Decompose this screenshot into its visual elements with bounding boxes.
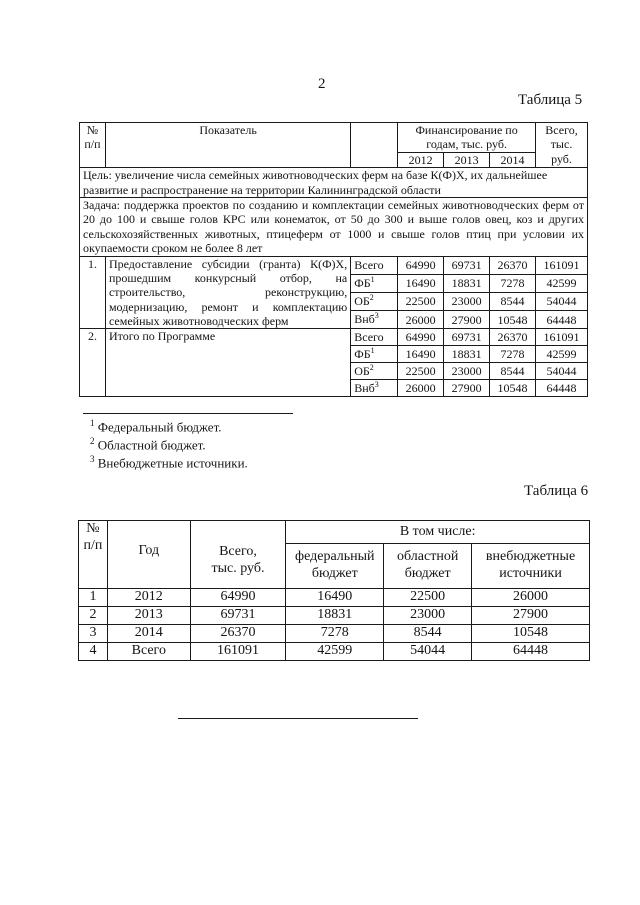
t5-year: 2014 [490, 152, 536, 167]
t5-source: Внб$^3$ [351, 311, 398, 329]
t5-cell-total: 54044 [536, 292, 588, 310]
t5-cell-total: 42599 [536, 274, 588, 292]
t5-source: $ОБ^2$ [351, 292, 398, 310]
t5-source: Всего [351, 329, 398, 346]
table5-caption: Таблица 5 [518, 92, 583, 108]
t5-cell: 8544 [490, 363, 536, 380]
t5-cell: 10548 [490, 380, 536, 397]
t5-cell: 22500 [398, 363, 444, 380]
t5-cell: 27900 [444, 380, 490, 397]
t5-cell-total: 64448 [536, 380, 588, 397]
t5-header-total: Всего, тыс. руб. [536, 123, 588, 168]
t5-cell: 64990 [398, 256, 444, 274]
t5-cell: 22500 [398, 292, 444, 310]
t6-header-federal: федеральный бюджет [286, 544, 384, 589]
t5-cell: 23000 [444, 363, 490, 380]
t5-year: 2013 [444, 152, 490, 167]
t5-cell: 26000 [398, 380, 444, 397]
t5-header-num: № п/п [80, 123, 106, 168]
t5-cell: 18831 [444, 346, 490, 363]
table-row: 4 Всего 161091 42599 54044 64448 [79, 643, 590, 661]
t5-task: Задача: поддержка проектов по созданию и комплектации семейных животноводческих ферм от 20 до 100 и свыше голов КРС или конематок, от 50 до 300 и выше голов овец, коз и других сельскохозяйственных животных, птицеферм от 1000 и свыше голов птиц при условии их окупаемости сроком не более 8 лет [80, 197, 588, 256]
t6-header-year: Год [107, 521, 190, 589]
table-row: 1 2012 64990 16490 22500 26000 [79, 589, 590, 607]
t5-cell: 26370 [490, 256, 536, 274]
t5-cell: 8544 [490, 292, 536, 310]
t5-goal: Цель: увеличение числа семейных животноводческих ферм на базе К(Ф)Х, их дальнейшее развитие и распространение на территории Калининградской области [80, 168, 588, 198]
t5-cell: 16490 [398, 274, 444, 292]
t5-row-name: Итого по Программе [105, 329, 350, 397]
t5-cell: 10548 [490, 311, 536, 329]
t5-source: Внб$^3$ [351, 380, 398, 397]
footnote: $^3$ Внебюджетные источники. [90, 454, 248, 471]
t5-source: Всего [351, 256, 398, 274]
table6-caption: Таблица 6 [524, 483, 589, 499]
t5-row-name: Предоставление субсидии (гранта) К(Ф)Х, прошедшим конкурсный отбор, на строительство, реконструкцию, модернизацию, ремонт и комплектацию семейных животноводческих ферм [105, 256, 350, 329]
footnote: $^2$ Областной бюджет. [90, 436, 206, 453]
t6-header-total: Всего, тыс. руб. [190, 521, 286, 589]
t5-cell-total: 64448 [536, 311, 588, 329]
t5-cell: 69731 [444, 256, 490, 274]
t5-cell-total: 54044 [536, 363, 588, 380]
t5-cell: 26000 [398, 311, 444, 329]
t5-cell-total: 42599 [536, 346, 588, 363]
t5-cell: 16490 [398, 346, 444, 363]
table-row: 2 2013 69731 18831 23000 27900 [79, 607, 590, 625]
end-divider [178, 718, 418, 719]
t5-cell: 23000 [444, 292, 490, 310]
t5-cell: 69731 [444, 329, 490, 346]
t5-cell: 64990 [398, 329, 444, 346]
page-number: 2 [318, 76, 326, 92]
t5-row-num: 2. [80, 329, 106, 397]
t5-source: $ФБ^1$ [351, 274, 398, 292]
t5-cell: 26370 [490, 329, 536, 346]
t5-header-financing: Финансирование по годам, тыс. руб. [398, 123, 536, 153]
t5-cell-total: 161091 [536, 329, 588, 346]
t6-header-including: В том числе: [286, 521, 590, 544]
table-row: 3 2014 26370 7278 8544 10548 [79, 625, 590, 643]
t5-header-indicator: Показатель [105, 123, 350, 168]
t5-cell: 18831 [444, 274, 490, 292]
table6 [78, 520, 590, 661]
t5-source: $ОБ^2$ [351, 363, 398, 380]
t5-cell: 27900 [444, 311, 490, 329]
footnote: $^1$ Федеральный бюджет. [90, 418, 222, 435]
t5-row-num: 1. [80, 256, 106, 329]
t5-header-blank [351, 123, 398, 168]
t6-header-regional: областной бюджет [384, 544, 472, 589]
t5-cell: 7278 [490, 274, 536, 292]
t5-cell-total: 161091 [536, 256, 588, 274]
t5-source: $ФБ^1$ [351, 346, 398, 363]
t6-header-num: № п/п [79, 521, 108, 589]
t6-header-extra: внебюджетные источники [472, 544, 590, 589]
footnote-divider [83, 413, 293, 414]
table5 [79, 122, 588, 397]
t5-cell: 7278 [490, 346, 536, 363]
t5-year: 2012 [398, 152, 444, 167]
